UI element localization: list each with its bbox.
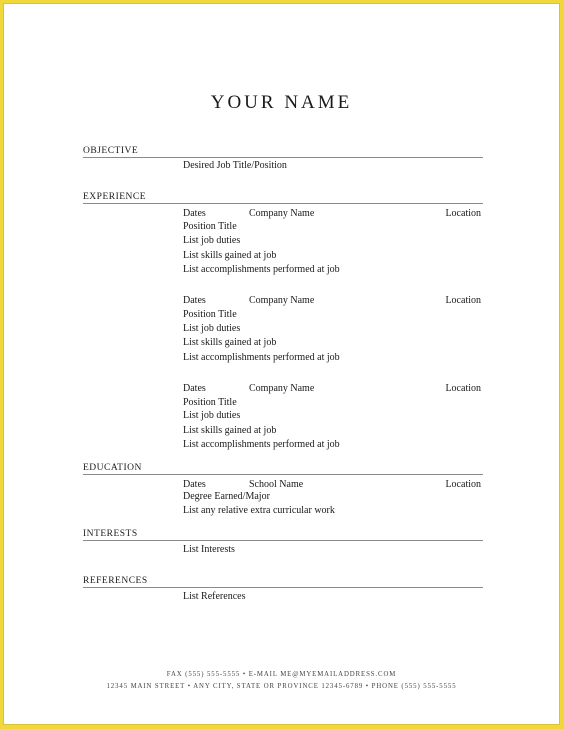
footer-address: 12345 MAIN STREET • ANY CITY, STATE OR PROVINCE 12345-6789 • PHONE (555) 555-5555 (106, 683, 457, 690)
references-heading: REFERENCES (83, 576, 483, 588)
experience-heading: EXPERIENCE (83, 192, 483, 204)
resume-name: YOUR NAME (210, 92, 353, 113)
job-accomplishments: List accomplishments performed at job (183, 264, 340, 275)
education-heading: EDUCATION (83, 463, 483, 475)
job-duties: List job duties (183, 323, 241, 334)
job-location: Location (445, 295, 481, 306)
education-location: Location (445, 479, 481, 490)
job-title: Position Title (183, 221, 237, 232)
job-title: Position Title (183, 309, 237, 320)
job-duties: List job duties (183, 410, 241, 421)
job-accomplishments: List accomplishments performed at job (183, 439, 340, 450)
job-skills: List skills gained at job (183, 425, 277, 436)
education-extra: List any relative extra curricular work (183, 505, 335, 516)
job-company: Company Name (249, 383, 315, 394)
job-location: Location (445, 383, 481, 394)
job-company: Company Name (249, 208, 315, 219)
job-company: Company Name (249, 295, 315, 306)
job-accomplishments: List accomplishments performed at job (183, 352, 340, 363)
interests-text: List Interests (183, 544, 235, 555)
job-location: Location (445, 208, 481, 219)
references-text: List References (183, 591, 246, 602)
job-dates: Dates (183, 208, 206, 219)
footer-contact: FAX (555) 555-5555 • E-MAIL ME@MYEMAILADDRESS.COM (166, 671, 397, 678)
job-skills: List skills gained at job (183, 250, 277, 261)
education-dates: Dates (183, 479, 206, 490)
education-degree: Degree Earned/Major (183, 491, 270, 502)
objective-heading: OBJECTIVE (83, 146, 483, 158)
resume-page (3, 3, 560, 725)
objective-text: Desired Job Title/Position (183, 160, 287, 171)
job-skills: List skills gained at job (183, 337, 277, 348)
job-dates: Dates (183, 383, 206, 394)
job-dates: Dates (183, 295, 206, 306)
education-school: School Name (249, 479, 304, 490)
job-title: Position Title (183, 397, 237, 408)
job-duties: List job duties (183, 235, 241, 246)
interests-heading: INTERESTS (83, 529, 483, 541)
